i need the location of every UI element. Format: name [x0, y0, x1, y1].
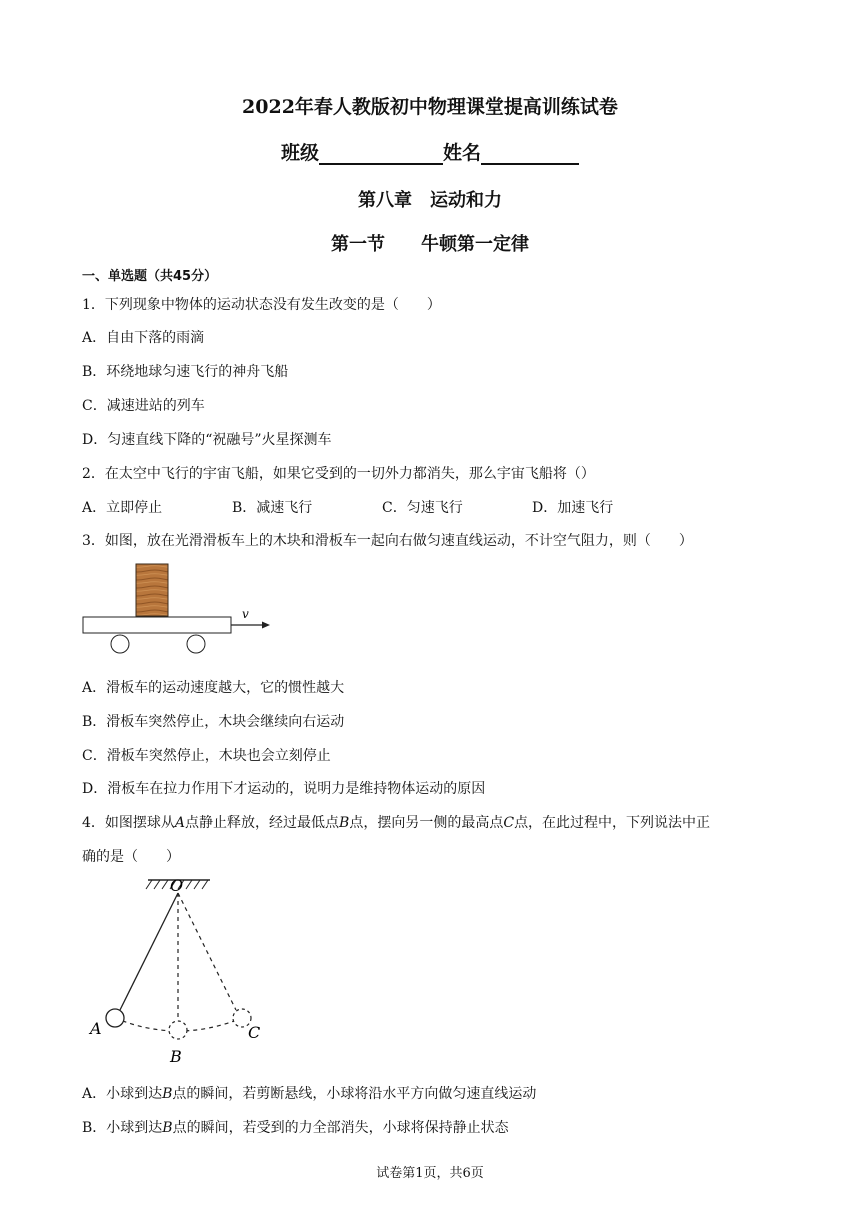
q2-stem: 2．在太空中飞行的宇宙飞船，如果它受到的一切外力都消失，那么宇宙飞船将（）	[82, 466, 595, 482]
velocity-label: v	[242, 607, 249, 621]
q4-option-b[interactable]: B．小球到达B点的瞬间，若受到的力全部消失，小球将保持静止状态	[82, 1120, 509, 1136]
chapter-title: 第八章 运动和力	[358, 190, 502, 211]
wood-block	[136, 564, 168, 616]
page-footer: 试卷第1页，共6页	[376, 1166, 484, 1181]
q1-stem: 1．下列现象中物体的运动状态没有发生改变的是（ ）	[82, 297, 441, 313]
section-heading: 一、单选题（共45分）	[82, 269, 218, 284]
q2-option-a[interactable]: A．立即停止	[82, 500, 163, 516]
q2-option-c[interactable]: C．匀速飞行	[382, 500, 463, 516]
class-blank[interactable]	[319, 143, 443, 165]
exam-title: 2022年春人教版初中物理课堂提高训练试卷	[242, 96, 618, 118]
q3-option-b[interactable]: B．滑板车突然停止，木块会继续向右运动	[82, 714, 345, 730]
label-b: B	[170, 1047, 182, 1066]
velocity-arrowhead	[262, 622, 270, 629]
label-o: O	[170, 876, 184, 895]
q4-stem-line1: 4．如图摆球从A点静止释放，经过最低点B点，摆向另一侧的最高点C点，在此过程中，下列说法中正	[82, 815, 711, 831]
q2-options	[82, 497, 702, 517]
section-title: 第一节 牛顿第一定律	[331, 234, 529, 255]
q1-option-c[interactable]: C．减速进站的列车	[82, 398, 205, 414]
name-label: 姓名	[443, 142, 482, 164]
q3-stem: 3．如图，放在光滑滑板车上的木块和滑板车一起向右做匀速直线运动，不计空气阻力，则（ ）	[82, 533, 693, 549]
ball-b	[169, 1021, 187, 1039]
skateboard-wheel-left	[111, 635, 129, 653]
label-c: C	[248, 1023, 261, 1042]
q3-option-a[interactable]: A．滑板车的运动速度越大，它的惯性越大	[82, 680, 345, 696]
q1-option-a[interactable]: A．自由下落的雨滴	[82, 330, 205, 346]
q3-option-d[interactable]: D．滑板车在拉力作用下才运动的，说明力是维持物体运动的原因	[82, 781, 486, 797]
q4-option-a[interactable]: A．小球到达B点的瞬间，若剪断悬线，小球将沿水平方向做匀速直线运动	[82, 1086, 537, 1102]
skateboard-figure	[78, 560, 278, 660]
ball-a	[106, 1009, 124, 1027]
pendulum-string-a	[120, 893, 178, 1010]
q2-option-d[interactable]: D．加速飞行	[532, 500, 614, 516]
q1-option-d[interactable]: D．匀速直线下降的“祝融号”火星探测车	[82, 432, 332, 448]
q3-option-c[interactable]: C．滑板车突然停止，木块也会立刻停止	[82, 748, 331, 764]
pendulum-string-c	[178, 893, 236, 1010]
class-name-line	[0, 138, 860, 165]
pendulum-figure	[84, 872, 274, 1072]
q1-option-b[interactable]: B．环绕地球匀速飞行的神舟飞船	[82, 364, 289, 380]
skateboard-deck	[83, 617, 231, 633]
skateboard-wheel-right	[187, 635, 205, 653]
class-label: 班级	[280, 142, 319, 164]
name-blank[interactable]	[481, 143, 579, 165]
q4-stem-line2: 确的是（ ）	[82, 849, 180, 865]
label-a: A	[90, 1019, 102, 1038]
q2-option-b[interactable]: B．减速飞行	[232, 500, 313, 516]
